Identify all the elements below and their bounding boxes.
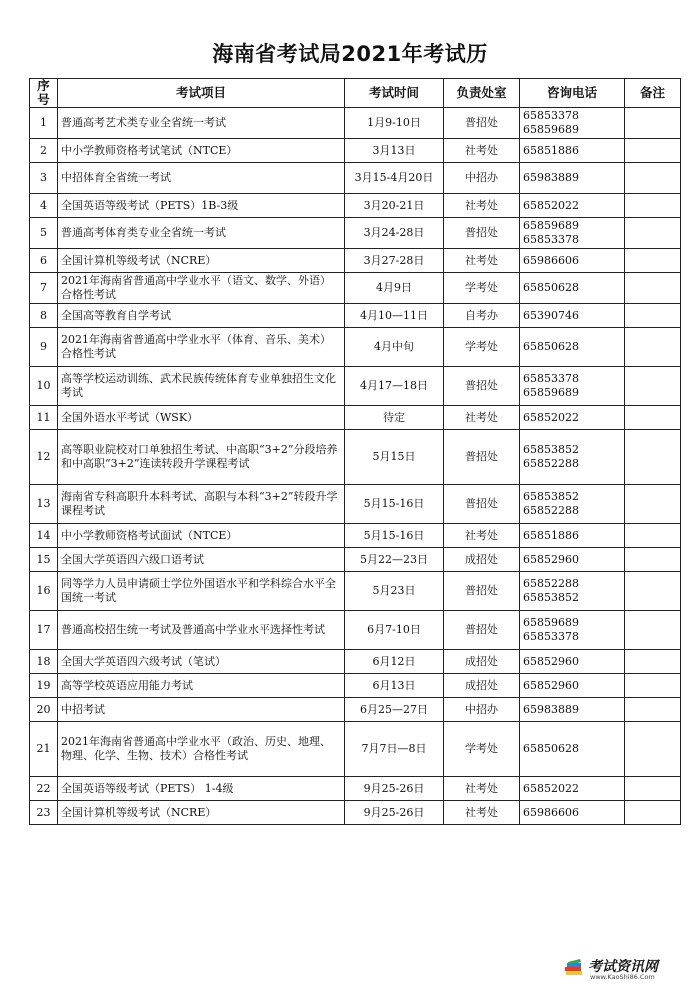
contact-phone <box>520 367 625 406</box>
table-row <box>30 650 681 674</box>
row-number: 7 <box>30 273 58 304</box>
phone-number: 65853378 <box>523 372 579 385</box>
notes-cell <box>625 328 681 367</box>
notes-cell <box>625 406 681 430</box>
responsible-dept: 学考处 <box>444 722 520 777</box>
row-number: 16 <box>30 572 58 611</box>
exam-item: 高等职业院校对口单独招生考试、中高职“3+2”分段培养和中高职“3+2”连读转段升学课程考试 <box>58 430 345 485</box>
responsible-dept: 成招处 <box>444 674 520 698</box>
phone-number: 65986606 <box>523 805 579 819</box>
row-number: 5 <box>30 218 58 249</box>
row-number: 22 <box>30 777 58 801</box>
table-row <box>30 485 681 524</box>
row-number: 12 <box>30 430 58 485</box>
responsible-dept: 学考处 <box>444 273 520 304</box>
exam-item: 海南省专科高职升本科考试、高职与本科“3+2”转段升学课程考试 <box>58 485 345 524</box>
contact-phone <box>520 698 625 722</box>
phone-number: 65852288 <box>523 457 579 470</box>
table-row <box>30 249 681 273</box>
row-number: 4 <box>30 194 58 218</box>
responsible-dept: 普招处 <box>444 367 520 406</box>
row-number: 2 <box>30 139 58 163</box>
table-row <box>30 139 681 163</box>
exam-item: 全国计算机等级考试（NCRE） <box>58 249 345 273</box>
exam-date: 5月23日 <box>345 572 444 611</box>
notes-cell <box>625 722 681 777</box>
phone-number: 65851886 <box>523 528 579 542</box>
exam-item: 2021年海南省普通高中学业水平（语文、数学、外语）合格性考试 <box>58 273 345 304</box>
table-row <box>30 548 681 572</box>
notes-cell <box>625 485 681 524</box>
row-number: 8 <box>30 304 58 328</box>
phone-number: 65390746 <box>523 308 579 322</box>
header-item: 考试项目 <box>58 79 345 108</box>
responsible-dept: 普招处 <box>444 572 520 611</box>
table-row <box>30 304 681 328</box>
exam-date: 9月25-26日 <box>345 801 444 825</box>
table-row <box>30 722 681 777</box>
phone-number: 65859689 <box>523 616 579 629</box>
exam-date: 9月25-26日 <box>345 777 444 801</box>
notes-cell <box>625 611 681 650</box>
contact-phone <box>520 273 625 304</box>
contact-phone <box>520 328 625 367</box>
contact-phone <box>520 108 625 139</box>
exam-date: 3月24-28日 <box>345 218 444 249</box>
row-number: 20 <box>30 698 58 722</box>
exam-date: 5月15-16日 <box>345 485 444 524</box>
exam-item: 中招考试 <box>58 698 345 722</box>
phone-number: 65850628 <box>523 281 579 294</box>
notes-cell <box>625 674 681 698</box>
row-number: 14 <box>30 524 58 548</box>
contact-phone <box>520 249 625 273</box>
table-row <box>30 611 681 650</box>
contact-phone <box>520 777 625 801</box>
contact-phone <box>520 572 625 611</box>
notes-cell <box>625 777 681 801</box>
exam-item: 中小学教师资格考试笔试（NTCE） <box>58 139 345 163</box>
responsible-dept: 普招处 <box>444 218 520 249</box>
row-number: 11 <box>30 406 58 430</box>
header-no: 序号 <box>30 79 58 108</box>
responsible-dept: 中招办 <box>444 163 520 194</box>
exam-item: 普通高考艺术类专业全省统一考试 <box>58 108 345 139</box>
contact-phone <box>520 304 625 328</box>
table-row <box>30 194 681 218</box>
exam-item: 中小学教师资格考试面试（NTCE） <box>58 524 345 548</box>
phone-number: 65852960 <box>523 678 579 692</box>
notes-cell <box>625 430 681 485</box>
phone-number: 65852022 <box>523 781 579 795</box>
phone-number: 65859689 <box>523 219 579 232</box>
responsible-dept: 社考处 <box>444 801 520 825</box>
table-row <box>30 524 681 548</box>
responsible-dept: 普招处 <box>444 430 520 485</box>
responsible-dept: 自考办 <box>444 304 520 328</box>
responsible-dept: 成招处 <box>444 548 520 572</box>
contact-phone <box>520 524 625 548</box>
exam-date: 3月15-4月20日 <box>345 163 444 194</box>
table-row <box>30 163 681 194</box>
phone-number: 65853378 <box>523 109 579 122</box>
watermark-url: www.KaoShi86.Com <box>590 973 655 981</box>
phone-number: 65986606 <box>523 253 579 267</box>
phone-number: 65850628 <box>523 340 579 353</box>
exam-item: 全国英语等级考试（PETS）1B-3级 <box>58 194 345 218</box>
responsible-dept: 中招办 <box>444 698 520 722</box>
phone-number: 65852288 <box>523 504 579 517</box>
responsible-dept: 普招处 <box>444 611 520 650</box>
exam-date: 4月10—11日 <box>345 304 444 328</box>
exam-date: 4月中旬 <box>345 328 444 367</box>
notes-cell <box>625 367 681 406</box>
phone-number: 65983889 <box>523 702 579 716</box>
row-number: 1 <box>30 108 58 139</box>
exam-date: 3月13日 <box>345 139 444 163</box>
exam-date: 4月9日 <box>345 273 444 304</box>
row-number: 15 <box>30 548 58 572</box>
notes-cell <box>625 163 681 194</box>
responsible-dept: 社考处 <box>444 524 520 548</box>
table-row <box>30 572 681 611</box>
exam-date: 6月13日 <box>345 674 444 698</box>
exam-date: 5月22—23日 <box>345 548 444 572</box>
phone-number: 65852960 <box>523 654 579 668</box>
exam-date: 6月7-10日 <box>345 611 444 650</box>
table-row <box>30 406 681 430</box>
contact-phone <box>520 218 625 249</box>
contact-phone <box>520 485 625 524</box>
row-number: 9 <box>30 328 58 367</box>
phone-number: 65852022 <box>523 410 579 424</box>
table-row <box>30 430 681 485</box>
exam-date: 1月9-10日 <box>345 108 444 139</box>
row-number: 17 <box>30 611 58 650</box>
responsible-dept: 成招处 <box>444 650 520 674</box>
watermark-name: 考试资讯网 <box>588 959 658 975</box>
phone-number: 65859689 <box>523 386 579 399</box>
row-number: 19 <box>30 674 58 698</box>
exam-item: 普通高校招生统一考试及普通高中学业水平选择性考试 <box>58 611 345 650</box>
phone-number: 65853852 <box>523 591 579 604</box>
exam-date: 7月7日—8日 <box>345 722 444 777</box>
exam-item: 全国高等教育自学考试 <box>58 304 345 328</box>
table-row <box>30 218 681 249</box>
phone-number: 65851886 <box>523 143 579 157</box>
phone-number: 65853852 <box>523 443 579 456</box>
responsible-dept: 学考处 <box>444 328 520 367</box>
exam-item: 全国大学英语四六级考试（笔试） <box>58 650 345 674</box>
page-title: 海南省考试局2021年考试历 <box>212 42 488 66</box>
phone-number: 65852960 <box>523 552 579 566</box>
exam-date: 5月15-16日 <box>345 524 444 548</box>
notes-cell <box>625 548 681 572</box>
exam-item: 中招体育全省统一考试 <box>58 163 345 194</box>
contact-phone <box>520 611 625 650</box>
header-phone: 咨询电话 <box>520 79 625 108</box>
exam-item: 同等学力人员申请硕士学位外国语水平和学科综合水平全国统一考试 <box>58 572 345 611</box>
responsible-dept: 普招处 <box>444 108 520 139</box>
exam-date: 4月17—18日 <box>345 367 444 406</box>
contact-phone <box>520 548 625 572</box>
contact-phone <box>520 430 625 485</box>
exam-item: 2021年海南省普通高中学业水平（政治、历史、地理、物理、化学、生物、技术）合格性考试 <box>58 722 345 777</box>
exam-item: 全国计算机等级考试（NCRE） <box>58 801 345 825</box>
site-watermark-logo <box>562 956 692 984</box>
table-row <box>30 674 681 698</box>
notes-cell <box>625 249 681 273</box>
exam-item: 高等学校英语应用能力考试 <box>58 674 345 698</box>
row-number: 10 <box>30 367 58 406</box>
phone-number: 65853378 <box>523 630 579 643</box>
responsible-dept: 社考处 <box>444 139 520 163</box>
responsible-dept: 社考处 <box>444 406 520 430</box>
notes-cell <box>625 524 681 548</box>
responsible-dept: 社考处 <box>444 777 520 801</box>
table-header-row <box>30 79 681 108</box>
table-row <box>30 801 681 825</box>
row-number: 6 <box>30 249 58 273</box>
phone-number: 65852022 <box>523 198 579 212</box>
row-number: 13 <box>30 485 58 524</box>
exam-date: 3月27-28日 <box>345 249 444 273</box>
exam-item: 高等学校运动训练、武术民族传统体育专业单独招生文化考试 <box>58 367 345 406</box>
header-notes: 备注 <box>625 79 681 108</box>
contact-phone <box>520 674 625 698</box>
phone-number: 65853852 <box>523 490 579 503</box>
responsible-dept: 社考处 <box>444 249 520 273</box>
row-number: 21 <box>30 722 58 777</box>
header-date: 考试时间 <box>345 79 444 108</box>
phone-number: 65859689 <box>523 123 579 136</box>
row-number: 18 <box>30 650 58 674</box>
table-row <box>30 273 681 304</box>
phone-number: 65852288 <box>523 577 579 590</box>
table-row <box>30 367 681 406</box>
exam-item: 2021年海南省普通高中学业水平（体育、音乐、美术）合格性考试 <box>58 328 345 367</box>
row-number: 23 <box>30 801 58 825</box>
exam-item: 普通高考体育类专业全省统一考试 <box>58 218 345 249</box>
contact-phone <box>520 801 625 825</box>
exam-date: 3月20-21日 <box>345 194 444 218</box>
exam-date: 6月25—27日 <box>345 698 444 722</box>
notes-cell <box>625 139 681 163</box>
exam-date: 待定 <box>345 406 444 430</box>
notes-cell <box>625 572 681 611</box>
phone-number: 65850628 <box>523 742 579 755</box>
row-number: 3 <box>30 163 58 194</box>
notes-cell <box>625 304 681 328</box>
notes-cell <box>625 650 681 674</box>
responsible-dept: 普招处 <box>444 485 520 524</box>
exam-item: 全国大学英语四六级口语考试 <box>58 548 345 572</box>
book-icon <box>564 958 584 978</box>
exam-date: 6月12日 <box>345 650 444 674</box>
table-row <box>30 698 681 722</box>
contact-phone <box>520 722 625 777</box>
exam-date: 5月15日 <box>345 430 444 485</box>
contact-phone <box>520 194 625 218</box>
contact-phone <box>520 163 625 194</box>
phone-number: 65983889 <box>523 171 579 184</box>
notes-cell <box>625 108 681 139</box>
table-row <box>30 328 681 367</box>
notes-cell <box>625 194 681 218</box>
contact-phone <box>520 406 625 430</box>
exam-calendar-table <box>29 78 681 825</box>
notes-cell <box>625 273 681 304</box>
exam-item: 全国外语水平考试（WSK） <box>58 406 345 430</box>
contact-phone <box>520 139 625 163</box>
header-dept: 负责处室 <box>444 79 520 108</box>
notes-cell <box>625 698 681 722</box>
table-row <box>30 108 681 139</box>
contact-phone <box>520 650 625 674</box>
exam-item: 全国英语等级考试（PETS） 1-4级 <box>58 777 345 801</box>
notes-cell <box>625 801 681 825</box>
notes-cell <box>625 218 681 249</box>
phone-number: 65853378 <box>523 233 579 246</box>
responsible-dept: 社考处 <box>444 194 520 218</box>
table-row <box>30 777 681 801</box>
